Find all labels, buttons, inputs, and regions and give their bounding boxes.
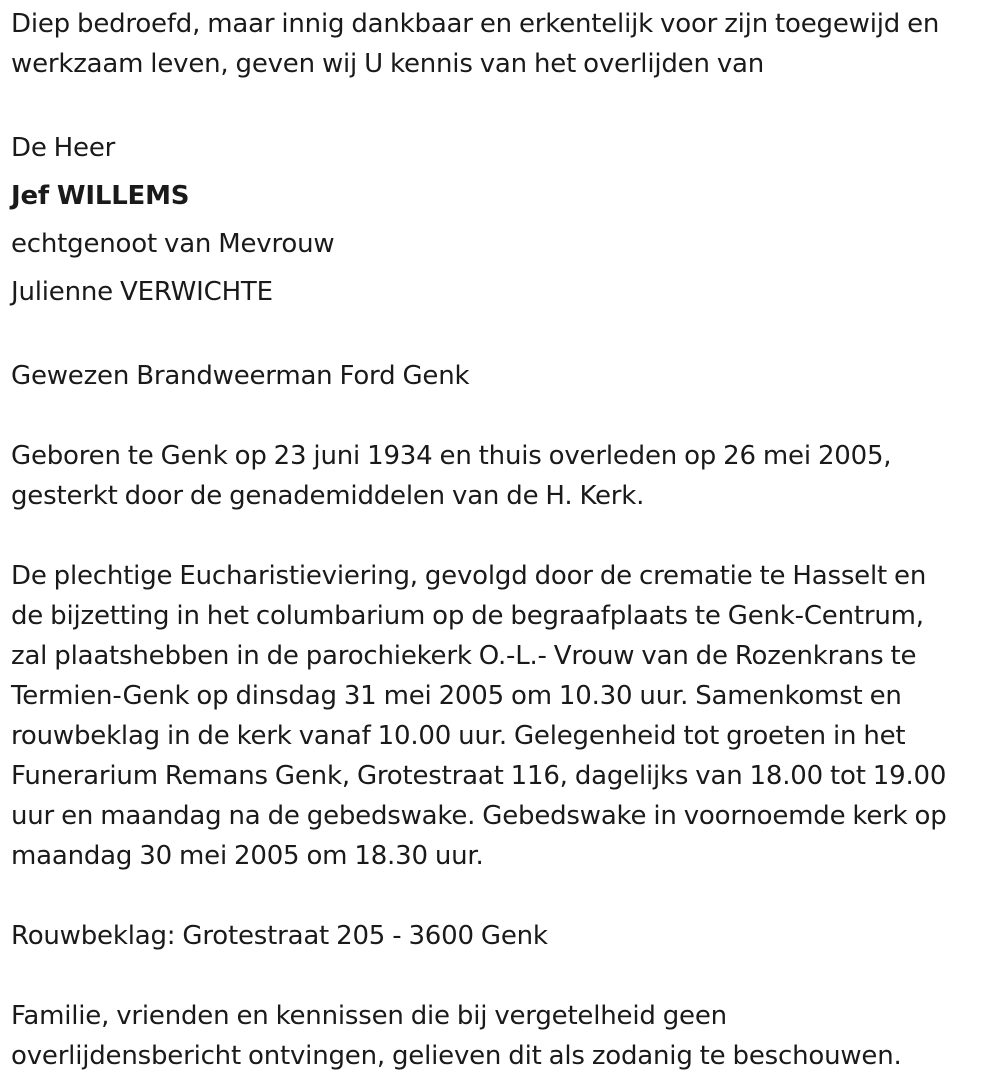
deceased-block xyxy=(11,124,996,316)
intro-line: Diep bedroefd, maar innig dankbaar en erkentelijk voor zijn toegewijd en xyxy=(11,9,940,39)
birth-death-line: Geboren te Genk op 23 juni 1934 en thuis overleden op 26 mei 2005, xyxy=(11,441,892,471)
paragraph-spacer xyxy=(11,956,996,996)
paragraph-spacer xyxy=(11,516,996,556)
spouse-label: echtgenoot van Mevrouw xyxy=(11,229,335,259)
ceremony-line: rouwbeklag in de kerk vanaf 10.00 uur. Gelegenheid tot groeten in het xyxy=(11,721,906,751)
paragraph-spacer xyxy=(11,876,996,916)
closing-paragraph xyxy=(11,996,996,1076)
birth-death-line: gesterkt door de genademiddelen van de H. Kerk. xyxy=(11,481,645,511)
ceremony-paragraph xyxy=(11,556,996,876)
ceremony-line: zal plaatshebben in de parochiekerk O.-L.- Vrouw van de Rozenkrans te xyxy=(11,641,917,671)
condolence-address: Rouwbeklag: Grotestraat 205 - 3600 Genk xyxy=(11,921,548,951)
ceremony-line: maandag 30 mei 2005 om 18.30 uur. xyxy=(11,841,484,871)
paragraph-spacer xyxy=(11,84,996,124)
ceremony-line: De plechtige Eucharistieviering, gevolgd door de crematie te Hasselt en xyxy=(11,561,927,591)
ceremony-line: Funerarium Remans Genk, Grotestraat 116, dagelijks van 18.00 tot 19.00 xyxy=(11,761,947,791)
birth-death-paragraph xyxy=(11,436,996,516)
obituary-notice xyxy=(11,4,996,1076)
closing-line: overlijdensbericht ontvingen, gelieven dit als zodanig te beschouwen. xyxy=(11,1041,902,1071)
occupation: Gewezen Brandweerman Ford Genk xyxy=(11,361,470,391)
ceremony-line: uur en maandag na de gebedswake. Gebedswake in voornoemde kerk op xyxy=(11,801,947,831)
intro-line: werkzaam leven, geven wij U kennis van het overlijden van xyxy=(11,49,765,79)
paragraph-spacer xyxy=(11,316,996,356)
ceremony-line: de bijzetting in het columbarium op de begraafplaats te Genk-Centrum, xyxy=(11,601,924,631)
ceremony-line: Termien-Genk op dinsdag 31 mei 2005 om 10.30 uur. Samenkomst en xyxy=(11,681,902,711)
deceased-name: Jef WILLEMS xyxy=(11,181,190,211)
spouse-name: Julienne VERWICHTE xyxy=(11,277,273,307)
intro-paragraph xyxy=(11,4,996,84)
salutation: De Heer xyxy=(11,133,116,163)
paragraph-spacer xyxy=(11,396,996,436)
closing-line: Familie, vrienden en kennissen die bij vergetelheid geen xyxy=(11,1001,727,1031)
